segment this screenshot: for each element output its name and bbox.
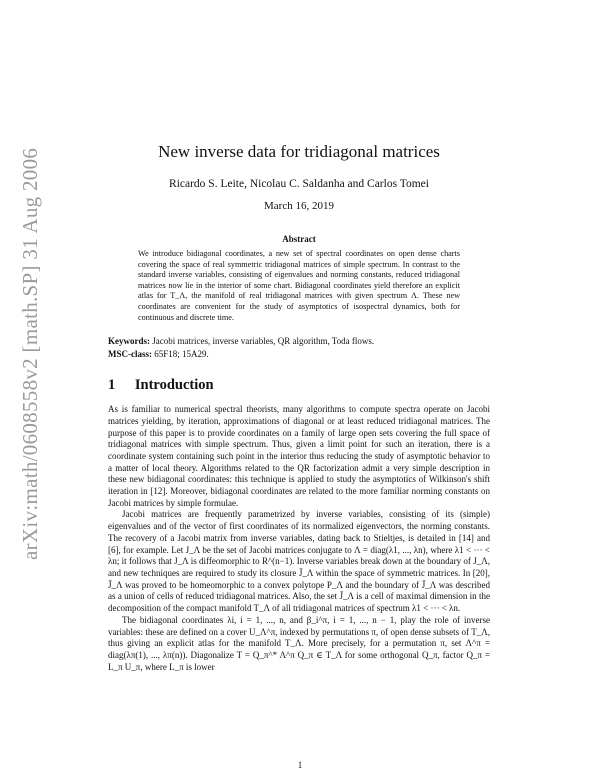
paper-title: New inverse data for tridiagonal matrices bbox=[158, 142, 440, 161]
keywords-line bbox=[108, 335, 490, 348]
paragraph: Jacobi matrices are frequently parametrized by inverse variables, consisting of its (simple) eigenvalues and of the vector of first coordinates of its normalized eigenvectors, the norming constants. The recovery of a Jacobi matrix from inverse variables, dating back to Stieltjes, is detailed in [14] and [6], for example. Let J_Λ be the set of Jacobi matrices conjugate to Λ = diag(λ1, ..., λn), where λ1 < ··· < λn; it follows that J_Λ is diffeomorphic to R^(n−1). Inverse variables break down at the boundary of J_Λ, and new techniques are required to study its closure J̄_Λ within the space of symmetric matrices. In [20], J̄_Λ was proved to be homeomorphic to a convex polytope P_Λ and the boundary of J̄_Λ was described as a union of cells of reduced tridiagonal matrices. Also, the set J̄_Λ is a cell of maximal dimension in the decomposition of the compact manifold T_Λ of all tridiagonal matrices of spectrum λ1 < ··· < λn. bbox=[108, 509, 490, 614]
page-number: 1 bbox=[297, 760, 303, 770]
arxiv-identifier-stamp: arXiv:math/0608558v2 [math.SP] 31 Aug 2006 bbox=[18, 147, 42, 560]
abstract-heading: Abstract bbox=[282, 234, 316, 244]
section-title: Introduction bbox=[134, 377, 214, 394]
paragraph: The bidiagonal coordinates λi, i = 1, ..., n, and β_i^π, i = 1, ..., n − 1, play the role of inverse variables: these are defined on a cover U_Λ^π, indexed by permutations π, of open dense subsets of T_Λ, thus giving an explicit atlas for the manifold T_Λ. More precisely, for a permutation π, set Λ^π = diag(λπ(1), ..., λπ(n)). Diagonalize T = Q_π^* Λ^π Q_π ∈ T_Λ for some orthogonal Q_π, factor Q_π = L_π U_π, where L_π is lower bbox=[108, 614, 490, 672]
keywords-text: Jacobi matrices, inverse variables, QR algorithm, Toda flows. bbox=[152, 336, 375, 347]
msc-line bbox=[108, 348, 490, 361]
section-number: 1 bbox=[108, 377, 116, 394]
paper-page bbox=[108, 142, 490, 673]
paragraph: As is familiar to numerical spectral theorists, many algorithms to compute spectra operate on Jacobi matrices yielding, by iteration, approximations of diagonal or at least reduced tridiagonal matrices. The purpose of this paper is to provide coordinates on a family of large open sets covering the full space of tridiagonal matrices with simple spectrum. Thus, given a limit point for such an iteration, there is a coordinate system containing such point in the interior thus reducing the study of asymptotic behavior to a matter of local theory. Algorithms related to the QR factorization admit a very simple description in these new bidiagonal coordinates: this technique is applied to study the asymptotics of Wilkinson's shift iteration in [12]. Moreover, bidiagonal coordinates are related to the more familiar norming constants on Jacobi matrices by simple formulae. bbox=[108, 404, 490, 508]
paper-authors: Ricardo S. Leite, Nicolau C. Saldanha and Carlos Tomei bbox=[169, 178, 429, 190]
keywords-label: Keywords: bbox=[108, 336, 150, 347]
msc-text: 65F18; 15A29. bbox=[154, 349, 209, 360]
section-heading bbox=[108, 377, 490, 394]
paper-date: March 16, 2019 bbox=[264, 200, 334, 212]
msc-label: MSC-class: bbox=[108, 349, 152, 360]
section-body bbox=[108, 404, 490, 673]
abstract-text: We introduce bidiagonal coordinates, a new set of spectral coordinates on open dense charts covering the space of real symmetric tridiagonal matrices of simple spectrum. In contrast to the standard inverse variables, consisting of eigenvalues and norming constants, reduced tridiagonal matrices now lie in the interior of some chart. Bidiagonal coordinates yield therefore an explicit atlas for T_Λ, the manifold of real tridiagonal matrices with given spectrum Λ. These new coordinates are convenient for the study of asymptotics of isospectral dynamics, both for continuous and discrete time. bbox=[138, 249, 460, 322]
